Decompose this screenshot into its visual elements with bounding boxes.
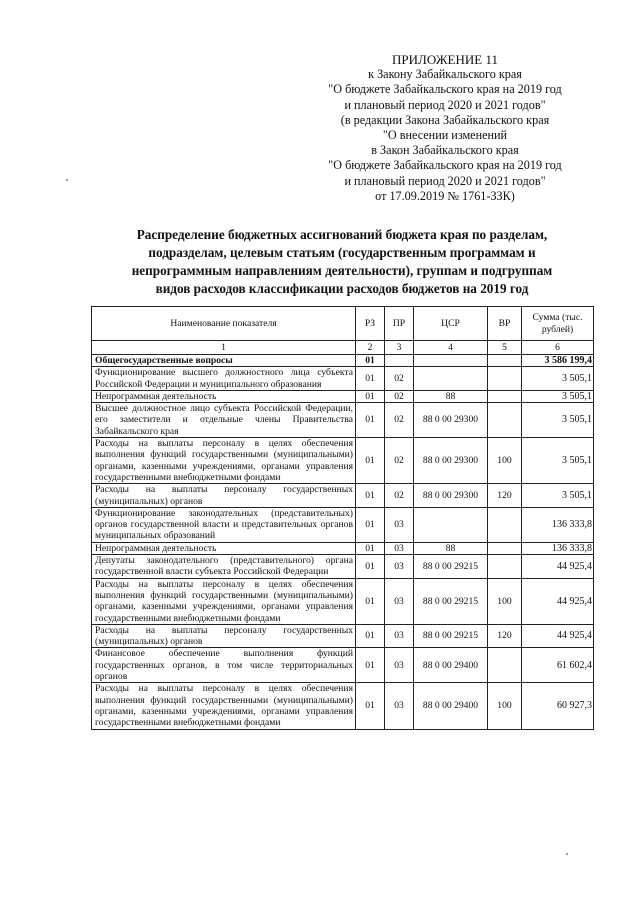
- table-row: [92, 578, 594, 624]
- row-vr: 100: [488, 683, 522, 729]
- row-name: Общегосударственные вопросы: [92, 355, 356, 367]
- row-pr: 02: [385, 438, 414, 484]
- title-line: непрограммным направлениям деятельности), группам и подгруппам: [131, 263, 553, 278]
- header-csr: ЦСР: [414, 307, 488, 341]
- appendix-number: ПРИЛОЖЕНИЕ 11: [392, 52, 498, 67]
- table-row: [92, 542, 594, 554]
- row-sum: 3 505,1: [522, 403, 594, 438]
- row-csr: 88: [414, 542, 488, 554]
- header-line: "О бюджете Забайкальского края на 2019 год: [328, 158, 562, 173]
- row-rz: 01: [356, 683, 385, 729]
- table-row: [92, 507, 594, 542]
- row-sum: 3 505,1: [522, 390, 594, 402]
- row-rz: 01: [356, 484, 385, 508]
- header-pr: ПР: [385, 307, 414, 341]
- column-number: 4: [414, 341, 488, 355]
- row-sum: 61 602,4: [522, 648, 594, 683]
- row-name: Расходы на выплаты персоналу государственных (муниципальных) органов: [92, 484, 356, 508]
- column-number: 3: [385, 341, 414, 355]
- table-row: [92, 683, 594, 729]
- row-rz: 01: [356, 555, 385, 579]
- table-row: [92, 355, 594, 367]
- table-row: [92, 648, 594, 683]
- column-number-row: [92, 341, 594, 355]
- row-pr: 02: [385, 403, 414, 438]
- row-pr: 03: [385, 542, 414, 554]
- header-line: к Закону Забайкальского края: [368, 67, 522, 82]
- header-line: (в редакции Закона Забайкальского края: [340, 112, 550, 127]
- row-csr: 88 0 00 29215: [414, 578, 488, 624]
- row-rz: 01: [356, 578, 385, 624]
- row-csr: 88 0 00 29215: [414, 624, 488, 648]
- column-number: 6: [522, 341, 594, 355]
- row-name: Функционирование законодательных (представительных) органов государственной власти и представительных органов муниципальных образований: [92, 507, 356, 542]
- row-name: Расходы на выплаты персоналу государственных (муниципальных) органов: [92, 624, 356, 648]
- row-rz: 01: [356, 648, 385, 683]
- row-sum: 44 925,4: [522, 624, 594, 648]
- row-pr: 03: [385, 683, 414, 729]
- header-line: "О внесении изменений: [382, 128, 508, 143]
- row-rz: 01: [356, 507, 385, 542]
- row-vr: [488, 648, 522, 683]
- row-pr: [385, 355, 414, 367]
- budget-table: [91, 306, 594, 730]
- table-row: [92, 438, 594, 484]
- row-name: Депутаты законодательного (представительного) органа государственной власти субъекта Российской Федерации: [92, 555, 356, 579]
- header-line: от 17.09.2019 № 1761-ЗЗК): [375, 188, 515, 203]
- row-name: Финансовое обеспечение выполнения функций государственных органов, в том числе территориальных органов: [92, 648, 356, 683]
- row-sum: 3 505,1: [522, 438, 594, 484]
- title-line: видов расходов классификации расходов бюджетов на 2019 год: [155, 281, 529, 296]
- row-pr: 03: [385, 578, 414, 624]
- row-csr: 88 0 00 29300: [414, 438, 488, 484]
- row-name: Непрограммная деятельность: [92, 542, 356, 554]
- table-row: [92, 367, 594, 391]
- row-sum: 3 505,1: [522, 484, 594, 508]
- table-row: [92, 624, 594, 648]
- header-vr: ВР: [488, 307, 522, 341]
- column-number: 1: [92, 341, 356, 355]
- row-name: Функционирование высшего должностного лица субъекта Российской Федерации и муниципального образования: [92, 367, 356, 391]
- header-sum: Сумма (тыс. рублей): [522, 307, 594, 341]
- row-csr: 88 0 00 29300: [414, 484, 488, 508]
- header-line: и плановый период 2020 и 2021 годов": [344, 97, 546, 112]
- row-csr: 88 0 00 29400: [414, 648, 488, 683]
- row-csr: [414, 507, 488, 542]
- row-name: Высшее должностное лицо субъекта Российской Федерации, его заместители и отдельные члены Правительства Забайкальского края: [92, 403, 356, 438]
- row-csr: 88: [414, 390, 488, 402]
- row-vr: [488, 403, 522, 438]
- row-sum: 3 586 199,4: [522, 355, 594, 367]
- row-pr: 02: [385, 390, 414, 402]
- row-name: Расходы на выплаты персоналу в целях обеспечения выполнения функций государственными (муниципальными) органами, казенными учреждениями, органами управления государственными внебюджетными фондами: [92, 438, 356, 484]
- row-csr: [414, 355, 488, 367]
- table-row: [92, 484, 594, 508]
- row-pr: 03: [385, 648, 414, 683]
- row-rz: 01: [356, 367, 385, 391]
- row-vr: 120: [488, 624, 522, 648]
- row-pr: 02: [385, 484, 414, 508]
- row-rz: 01: [356, 355, 385, 367]
- row-vr: 120: [488, 484, 522, 508]
- table-row: [92, 403, 594, 438]
- row-pr: 03: [385, 624, 414, 648]
- header-line: в Закон Забайкальского края: [371, 143, 519, 158]
- row-vr: [488, 355, 522, 367]
- row-rz: 01: [356, 390, 385, 402]
- title-line: Распределение бюджетных ассигнований бюджета края по разделам,: [136, 227, 548, 242]
- header-name: Наименование показателя: [92, 307, 356, 341]
- row-name: Расходы на выплаты персоналу в целях обеспечения выполнения функций государственными (муниципальными) органами, казенными учреждениями, органами управления государственными внебюджетными фондами: [92, 578, 356, 624]
- column-number: 5: [488, 341, 522, 355]
- row-pr: 02: [385, 367, 414, 391]
- row-csr: 88 0 00 29215: [414, 555, 488, 579]
- table-body: [92, 355, 594, 730]
- table-row: [92, 555, 594, 579]
- row-csr: 88 0 00 29300: [414, 403, 488, 438]
- header-rz: РЗ: [356, 307, 385, 341]
- row-vr: 100: [488, 438, 522, 484]
- row-rz: 01: [356, 403, 385, 438]
- row-sum: 136 333,8: [522, 542, 594, 554]
- row-sum: 3 505,1: [522, 367, 594, 391]
- title-line: подразделам, целевым статьям (государственным программам и: [148, 245, 536, 260]
- row-vr: [488, 367, 522, 391]
- appendix-header: [300, 52, 590, 204]
- row-rz: 01: [356, 624, 385, 648]
- row-vr: [488, 542, 522, 554]
- table-row: [92, 390, 594, 402]
- document-title: [92, 226, 592, 298]
- column-number: 2: [356, 341, 385, 355]
- row-csr: 88 0 00 29400: [414, 683, 488, 729]
- row-vr: [488, 555, 522, 579]
- row-rz: 01: [356, 542, 385, 554]
- row-vr: [488, 507, 522, 542]
- row-sum: 60 927,3: [522, 683, 594, 729]
- row-name: Расходы на выплаты персоналу в целях обеспечения выполнения функций государственными (муниципальными) органами, казенными учреждениями, органами управления государственными внебюджетными фондами: [92, 683, 356, 729]
- row-rz: 01: [356, 438, 385, 484]
- row-sum: 44 925,4: [522, 555, 594, 579]
- row-sum: 44 925,4: [522, 578, 594, 624]
- row-pr: 03: [385, 507, 414, 542]
- row-csr: [414, 367, 488, 391]
- row-name: Непрограммная деятельность: [92, 390, 356, 402]
- row-sum: 136 333,8: [522, 507, 594, 542]
- row-vr: 100: [488, 578, 522, 624]
- row-pr: 03: [385, 555, 414, 579]
- scan-speck: [66, 179, 68, 181]
- table-header-row: [92, 307, 594, 341]
- row-vr: [488, 390, 522, 402]
- scan-speck: [566, 853, 568, 855]
- header-line: и плановый период 2020 и 2021 годов": [344, 173, 546, 188]
- header-line: "О бюджете Забайкальского края на 2019 год: [328, 82, 562, 97]
